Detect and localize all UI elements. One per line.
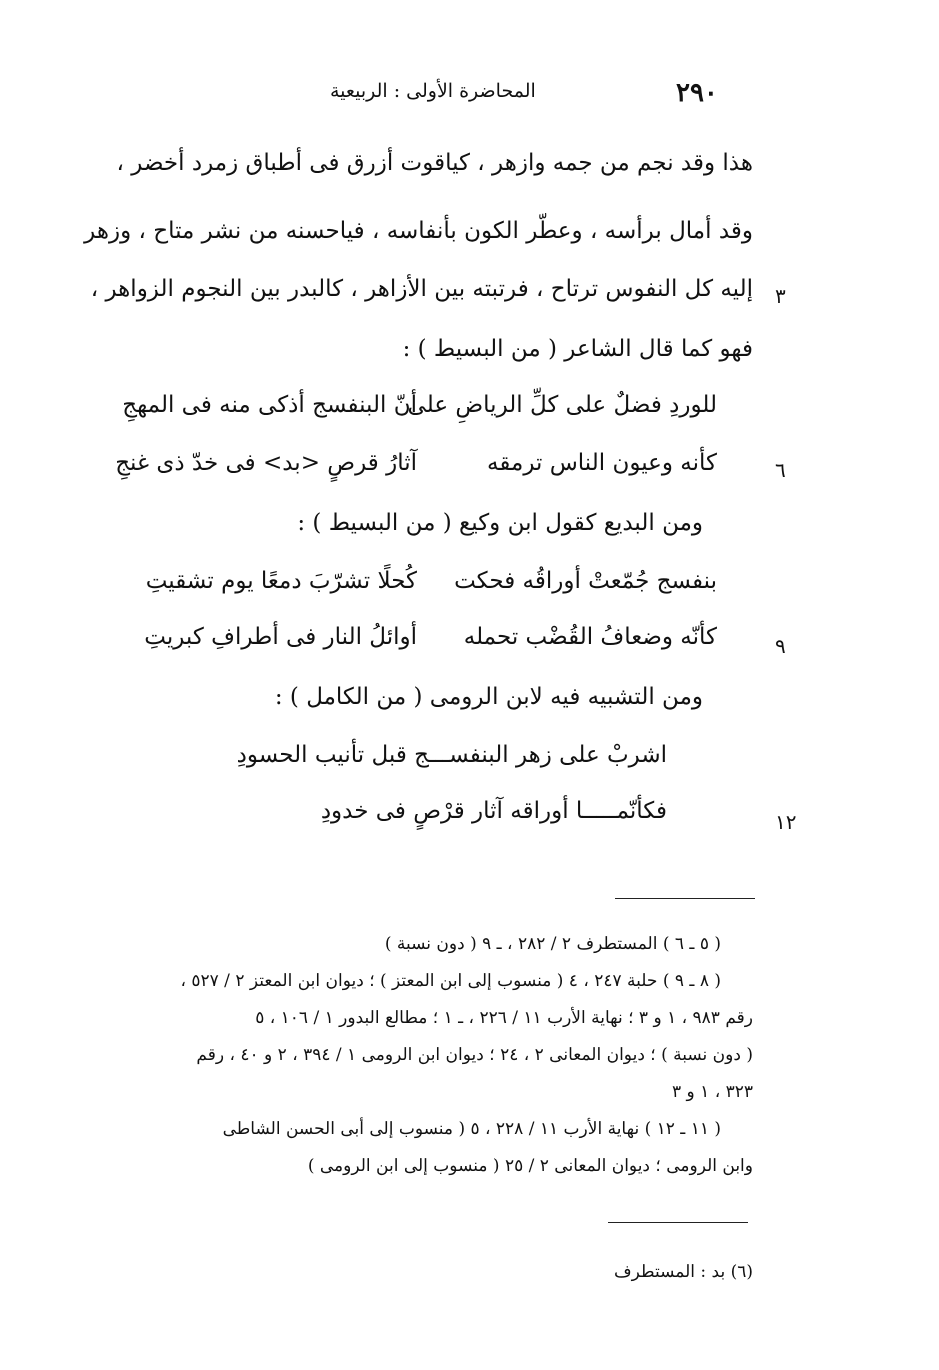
footnote-separator bbox=[608, 1222, 748, 1223]
footnote-line: ٣٢٣ ، ١ و ٣ bbox=[671, 1082, 753, 1102]
verse-intro: ومن البديع كقول ابن وكيع ( من البسيط ) : bbox=[297, 510, 703, 536]
verse-hemistich-2: أنّ البنفسج أذكى منه فى المهجِ bbox=[122, 392, 417, 418]
line-number: ٣ bbox=[775, 284, 786, 308]
footnote-separator bbox=[615, 898, 755, 899]
verse-hemistich-1: بنفسج جُمّعتْ أوراقُه فحكت bbox=[454, 568, 717, 594]
prose-line: وقد أمال برأسه ، وعطّر الكون بأنفاسه ، فياحسنه من نشر متاح ، وزهر bbox=[84, 218, 753, 244]
verse-line: اشربْ على زهر البنفســـج قبل تأنيب الحسودِ bbox=[236, 742, 667, 768]
footnote-line: ( ١١ ـ ١٢ ) نهاية الأرب ١١ / ٢٢٨ ، ٥ ( منسوب إلى أبى الحسن الشاطى bbox=[222, 1119, 721, 1139]
footnote-line: ( دون نسبة ) ؛ ديوان المعانى ٢ ، ٢٤ ؛ ديوان ابن الرومى ١ / ٣٩٤ ، ٢ و ٤٠ ، رقم bbox=[196, 1045, 753, 1065]
verse-hemistich-1: كأنّه وضعافُ القُضْب تحمله bbox=[463, 624, 717, 650]
verse-intro: ومن التشبيه فيه لابن الرومى ( من الكامل ) : bbox=[274, 684, 703, 710]
prose-line: هذا وقد نجم من جمه وازهر ، كياقوت أزرق فى أطباق زمرد أخضر ، bbox=[116, 150, 753, 176]
line-number: ٩ bbox=[775, 634, 786, 658]
footnote-line: وابن الرومى ؛ ديوان المعانى ٢ / ٢٥ ( منسوب إلى ابن الرومى ) bbox=[307, 1156, 753, 1176]
footnote-line: ( ٨ ـ ٩ ) حلبة ٢٤٧ ، ٤ ( منسوب إلى ابن المعتز ) ؛ ديوان ابن المعتز ٢ / ٥٢٧ ، bbox=[180, 971, 721, 991]
line-number: ١٢ bbox=[775, 810, 797, 834]
verse-hemistich-1: للوردِ فضلٌ على كلِّ الرياضِ على bbox=[407, 392, 717, 418]
footnote-line: ( ٥ ـ ٦ ) المستطرف ٢ / ٢٨٢ ، ـ ٩ ( دون نسبة ) bbox=[384, 934, 721, 954]
verse-line: فكأنّمـــــا أوراقه آثار قرْصٍ فى خدودِ bbox=[320, 798, 667, 824]
prose-line: فهو كما قال الشاعر ( من البسيط ) : bbox=[402, 336, 753, 362]
variant-note: (٦) بد : المستطرف bbox=[614, 1262, 753, 1282]
page-number: ٢٩٠ bbox=[676, 78, 718, 108]
verse-hemistich-2: كُحلًا تشرّبَ دمعًا يوم تشقيتِ bbox=[145, 568, 417, 594]
verse-hemistich-2: آثارُ قرصٍ <بد> فى خدّ ذى غنجِ bbox=[115, 450, 417, 476]
prose-line: إليه كل النفوس ترتاح ، فرتبته بين الأزاهر ، كالبدر بين النجوم الزواهر ، bbox=[90, 276, 753, 302]
verse-hemistich-2: أوائلُ النار فى أطرافِ كبريتِ bbox=[144, 624, 417, 650]
footnote-line: رقم ٩٨٣ ، ١ و ٣ ؛ نهاية الأرب ١١ / ٢٢٦ ، ـ ١ ؛ مطالع البدور ١ / ١٠٦ ، ٥ bbox=[255, 1008, 753, 1028]
verse-hemistich-1: كأنه وعيون الناس ترمقه bbox=[487, 450, 717, 476]
line-number: ٦ bbox=[775, 458, 786, 482]
running-header: المحاضرة الأولى : الربيعية bbox=[330, 80, 536, 102]
